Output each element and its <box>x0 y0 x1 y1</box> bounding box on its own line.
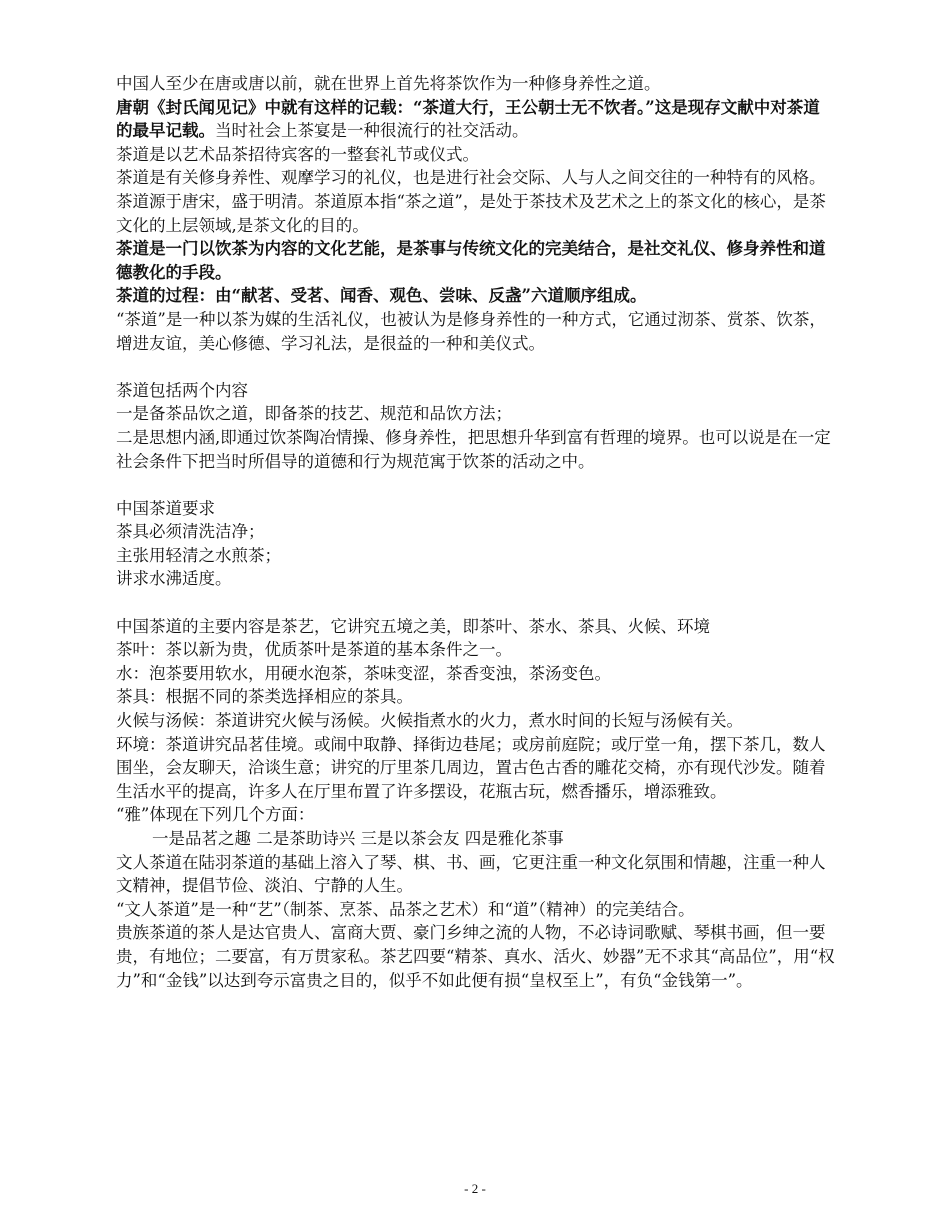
paragraph: 茶道是有关修身养性、观摩学习的礼仪，也是进行社会交际、人与人之间交往的一种特有的风格。 <box>116 168 826 188</box>
paragraph: 茶具：根据不同的茶类选择相应的茶具。 <box>116 687 413 707</box>
paragraph: “雅”体现在下列几个方面： <box>116 805 315 825</box>
paragraph: 水：泡茶要用软水，用硬水泡茶，茶味变涩，茶香变浊，茶汤变色。 <box>116 663 611 683</box>
paragraph: 中国人至少在唐或唐以前，就在世界上首先将茶饮作为一种修身养性之道。 <box>116 74 661 93</box>
list-item: 茶具必须清洗洁净； <box>116 522 265 542</box>
bold-paragraph: 茶道是一门以饮茶为内容的文化艺能，是茶事与传统文化的完美结合，是社交礼仪、修身养性和道德教化的手段。 <box>116 239 826 282</box>
document-body <box>116 72 836 992</box>
paragraph: 二是思想内涵,即通过饮茶陶冶情操、修身养性，把思想升华到富有哲理的境界。也可以说是在一定社会条件下把当时所倡导的道德和行为规范寓于饮茶的活动之中。 <box>116 427 831 471</box>
blank-line <box>116 591 836 615</box>
blank-line <box>116 355 836 379</box>
blank-line <box>116 473 836 497</box>
section-heading: 中国茶道要求 <box>116 498 215 518</box>
paragraph: 茶道是以艺术品茶招待宾客的一整套礼节或仪式。 <box>116 144 479 164</box>
paragraph <box>116 96 836 143</box>
page-number: - 2 - <box>464 1181 486 1196</box>
paragraph: 茶叶：茶以新为贵，优质茶叶是茶道的基本条件之一。 <box>116 640 512 660</box>
paragraph: 文人茶道在陆羽茶道的基础上溶入了琴、棋、书、画，它更注重一种文化氛围和情趣，注重一种人文精神，提倡节俭、淡泊、宁静的人生。 <box>116 852 826 896</box>
bold-paragraph: 茶道的过程：由“献茗、受茗、闻香、观色、尝味、反盏”六道顺序组成。 <box>116 286 647 306</box>
paragraph: 一是备茶品饮之道，即备茶的技艺、规范和品饮方法； <box>116 404 512 424</box>
paragraph: “文人茶道”是一种“艺”（制茶、烹茶、品茶之艺术）和“道”（精神）的完美结合。 <box>116 899 695 919</box>
paragraph: 贵族茶道的茶人是达官贵人、富商大贾、豪门乡绅之流的人物，不必诗词歌赋、琴棋书画，但一要贵，有地位；二要富，有万贯家私。茶艺四要“精茶、真水、活火、妙器”无不求其“高品位”，用“权力”和“金钱”以达到夸示富贵之目的，似乎不如此便有损“皇权至上”，有负“金钱第一”。 <box>116 923 835 990</box>
paragraph: 环境：茶道讲究品茗佳境。或闹中取静、择街边巷尾；或房前庭院；或厅堂一角，摆下茶几，数人围坐，会友聊天，洽谈生意；讲究的厅里茶几周边，置古色古香的雕花交椅，亦有现代沙发。随着生活水平的提高，许多人在厅里布置了许多摆设，花瓶古玩，燃香播乐，增添雅致。 <box>116 734 826 801</box>
paragraph: 火候与汤候：茶道讲究火候与汤候。火候指煮水的火力，煮水时间的长短与汤候有关。 <box>116 711 743 731</box>
section-heading: 茶道包括两个内容 <box>116 380 248 400</box>
paragraph-text: 当时社会上茶宴是一种很流行的社交活动。 <box>215 121 529 141</box>
list-item: 主张用轻清之水煎茶； <box>116 545 281 565</box>
indented-line: 一是品茗之趣 二是茶助诗兴 三是以茶会友 四是雅化茶事 <box>152 829 564 848</box>
paragraph: 中国茶道的主要内容是茶艺，它讲究五境之美，即茶叶、茶水、茶具、火候、环境 <box>116 616 710 636</box>
list-item: 讲求水沸适度。 <box>116 569 232 589</box>
bold-text: 唐朝《封氏闻见记》中就有这样的记载：“茶道大行，王公朝士无不饮者。”这是现存文献中对茶道的最早记载。 <box>116 97 820 141</box>
paragraph: 茶道源于唐宋，盛于明清。茶道原本指“茶之道”，是处于茶技术及艺术之上的茶文化的核心，是茶文化的上层领域,是茶文化的目的。 <box>116 191 826 235</box>
paragraph: “茶道”是一种以茶为媒的生活礼仪，也被认为是修身养性的一种方式，它通过沏茶、赏茶、饮茶，增进友谊，美心修德、学习礼法，是很益的一种和美仪式。 <box>116 309 826 353</box>
